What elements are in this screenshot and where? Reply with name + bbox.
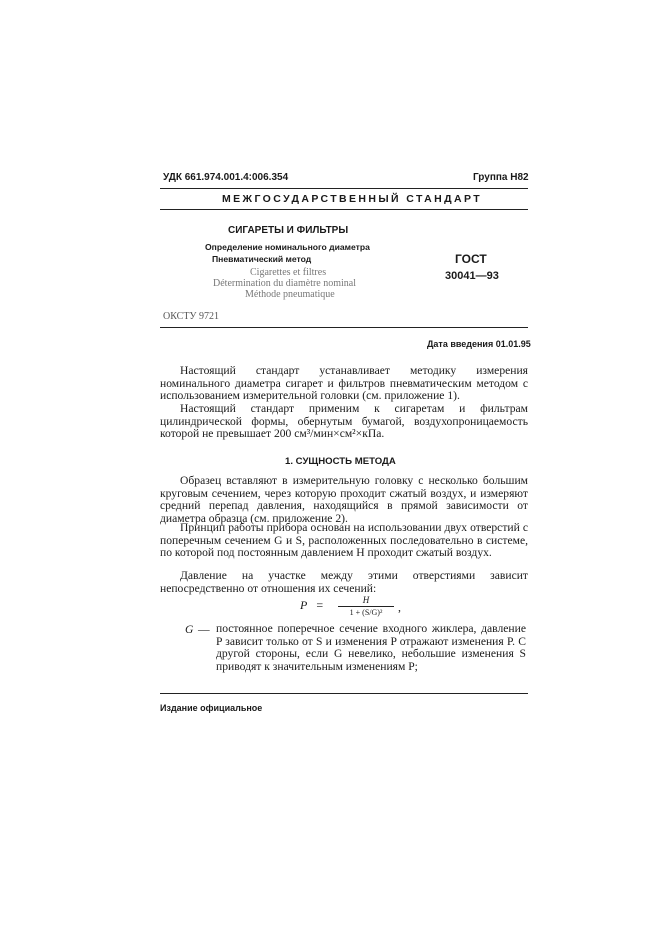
paragraph-pressure: Давление на участке между этими отверстиями зависит непосредственно от отношения их сечений: <box>160 569 528 595</box>
paragraph-method: Образец вставляют в измерительную головку с несколько большим круговым сечением, через которую проходит сжатый воздух, и измеряют средний перепад давления, находящийся в прямой зависимости от диаметра образца (см. приложение 2). <box>160 474 528 525</box>
gost-label: ГОСТ <box>455 252 487 266</box>
definition-dash: — <box>198 623 210 636</box>
intro-date: Дата введения 01.01.95 <box>427 339 531 349</box>
french-title-3: Méthode pneumatique <box>245 289 335 300</box>
fraction-bar <box>338 606 394 607</box>
okstu-code: ОКСТУ 9721 <box>163 311 220 322</box>
formula-fraction <box>338 595 394 617</box>
gost-number: 30041—93 <box>445 270 499 282</box>
formula <box>300 598 323 613</box>
group-code: Группа Н82 <box>473 172 529 183</box>
footer-rule <box>160 693 528 694</box>
formula-equals: = <box>316 598 324 612</box>
french-title-1: Cigarettes et filtres <box>250 267 327 278</box>
standard-type-rule <box>160 209 528 210</box>
doc-subtitle-1: Определение номинального диаметра <box>205 242 370 252</box>
paragraph-applicability: Настоящий стандарт применим к сигаретам и фильтрам цилиндрической формы, обернутым бумагой, воздухопроницаемость которой не превышает 200 см³/мин×см²×кПа. <box>160 402 528 441</box>
section-title: 1. СУЩНОСТЬ МЕТОДА <box>285 456 396 467</box>
standard-type: МЕЖГОСУДАРСТВЕННЫЙ СТАНДАРТ <box>222 193 483 205</box>
formula-lhs: P <box>300 598 308 612</box>
definition-text: постоянное поперечное сечение входного жиклера, давление P зависит только от S и изменения P отражают изменения P. С другой стороны, если G невелико, небольшие изменения S приводят к значительным изменениям P; <box>216 622 526 673</box>
footer-edition: Издание официальное <box>160 703 263 713</box>
formula-denominator: 1 + (S/G)² <box>349 608 383 617</box>
udk-code: УДК 661.974.001.4:006.354 <box>163 172 289 183</box>
paragraph-principle: Принцип работы прибора основан на использовании двух отверстий с поперечным сечением G и S, расположенных последовательно в системе, по которой под постоянным давлением H проходит сжатый воздух. <box>160 521 528 560</box>
definition-symbol: G <box>185 623 194 636</box>
french-title-2: Détermination du diamètre nominal <box>213 278 357 289</box>
paragraph-scope: Настоящий стандарт устанавливает методику измерения номинального диаметра сигарет и фильтров пневматическим методом с использованием измерительной головки (см. приложение 1). <box>160 364 528 403</box>
formula-numerator: H <box>362 595 370 605</box>
doc-subtitle-2: Пневматический метод <box>212 254 312 264</box>
header-rule <box>160 188 528 189</box>
doc-title: СИГАРЕТЫ И ФИЛЬТРЫ <box>228 225 349 236</box>
formula-comma: , <box>398 600 401 614</box>
okstu-rule <box>160 327 528 328</box>
